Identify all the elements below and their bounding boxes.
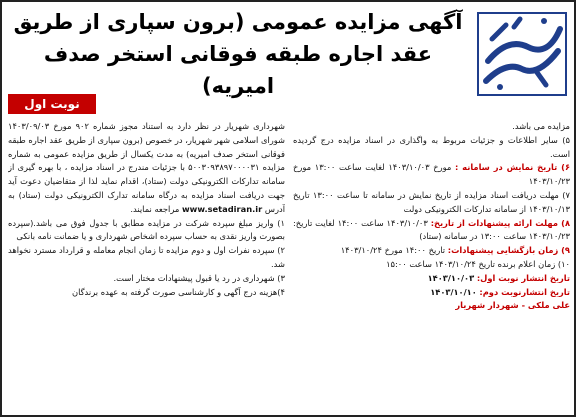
publish-2-date: ۱۴۰۳/۱۰/۱۰ bbox=[430, 286, 477, 297]
item-1: ۱) واریز مبلغ سپرده شرکت در مزایده مطابق با جدول فوق می باشد.(سپرده بصورت واریز نقدی به حساب سپرده اشخاص شهرداری و یا ضمانت نامه بانکی bbox=[8, 217, 285, 242]
item-2: ۲) سپرده نفرات اول و دوم مزایده تا زمان انجام معامله و قرارداد مسترد نخواهد شد. bbox=[8, 245, 285, 269]
opening-time-label: ۹) زمان بازگشایی پیشنهادات: bbox=[447, 245, 570, 256]
title-line-2: عقد اجاره طبقه فوقانی استخر صدف امیریه) bbox=[43, 42, 433, 98]
publish-1-label: تاریخ انتشار نوبت اول: bbox=[476, 272, 570, 283]
intro-paragraph bbox=[8, 120, 285, 217]
notice-round-badge: نوبت اول bbox=[8, 94, 96, 114]
publish-2-label: تاریخ انتشارنوبت دوم: bbox=[479, 286, 570, 297]
signature: علی ملکی - شهردار شهریار bbox=[455, 300, 570, 311]
item-9 bbox=[293, 244, 570, 258]
continuation-text: مزایده می باشد. bbox=[512, 121, 570, 131]
intro-suffix: مراجعه نمایند. bbox=[130, 203, 180, 214]
publish-1-date: ۱۴۰۳/۱۰/۰۳ bbox=[427, 272, 475, 283]
offer-deadline-text: ۱۴۰۳/۱۰/۰۳ ساعت ۱۴:۰۰ لغایت تاریخ: ۱۴۰۳/۱۰/۲۳ ساعت ۱۳:۰۰ در سامانه (ستاد) bbox=[293, 217, 570, 242]
setad-link[interactable]: www.setadiran.ir bbox=[182, 203, 263, 214]
publish-date-2 bbox=[293, 286, 570, 300]
item-4: ۴)هزینه درج آگهی و کارشناسی صورت گرفته به عهده برندگان bbox=[71, 286, 285, 297]
item-8 bbox=[293, 217, 570, 245]
title-line-1: آگهی مزایده عمومی (برون سپاری از طریق bbox=[13, 10, 463, 34]
publish-date-1 bbox=[293, 272, 570, 286]
item-5: ۵) سایر اطلاعات و جزئیات مربوط به واگذاری در اسناد مزایده درج گردیده است. bbox=[293, 134, 570, 159]
item-6 bbox=[293, 161, 570, 189]
display-date-text: مورخ ۱۴۰۳/۱۰/۰۳ لغایت ساعت ۱۳:۰۰ مورخ ۱۴۰۳/۱۰/۲۳ bbox=[293, 162, 570, 187]
display-date-label: ۶) تاریخ نمایش در سامانه : bbox=[454, 162, 570, 173]
body-text bbox=[8, 120, 570, 412]
title-block bbox=[8, 6, 468, 98]
item-10: ۱۰) زمان اعلام برنده تاریخ ۱۴۰۳/۱۰/۲۴ ساعت ۱۵:۰۰ bbox=[386, 258, 570, 269]
intro-text: شهرداری شهریار در نظر دارد به استناد مجوز شماره ۹۰۲ مورخ ۱۴۰۳/۰۹/۰۳ شورای اسلامی شهر شهریار، در خصوص (برون سپاری از طریق عقد اجاره طبقه فوقانی استخر صدف امیریه) به مدت یکسال از طریق مزایده عمومی به شماره مزایده ۵۰۰۳۰۹۳۸۹۷۰۰۰۰۳۱ با جزئیات مندرج در اسناد مزایده ، با بهره گیری از سامانه تدارکات الکترونیکی دولت (ستاد)، اقدام نماید لذا از متقاضیان دعوت آید جهت دریافت اسناد مزایده به درگاه سامانه تدارک الکترونیکی دولت (ستاد) به آدرس bbox=[8, 121, 285, 214]
logo-graphic bbox=[476, 11, 568, 97]
offer-deadline-label: ۸) مهلت ارائه پیشنهادات از تاریخ: bbox=[430, 217, 570, 228]
item-7: ۷) مهلت دریافت اسناد مزایده از تاریخ نمایش در سامانه تا ساعت ۱۳:۰۰ تاریخ ۱۴۰۳/۱۰/۱۳ از سامانه تدارکات الکترونیکی دولت bbox=[293, 189, 570, 214]
municipality-logo bbox=[474, 10, 570, 98]
opening-time-text: تاریخ ۱۴:۰۰ مورخ ۱۴۰۳/۱۰/۲۴ bbox=[340, 245, 446, 256]
item-3: ۳) شهرداری در رد یا قبول پیشنهادات مختار است. bbox=[113, 272, 285, 283]
right-column bbox=[8, 120, 285, 412]
left-column bbox=[293, 120, 570, 412]
